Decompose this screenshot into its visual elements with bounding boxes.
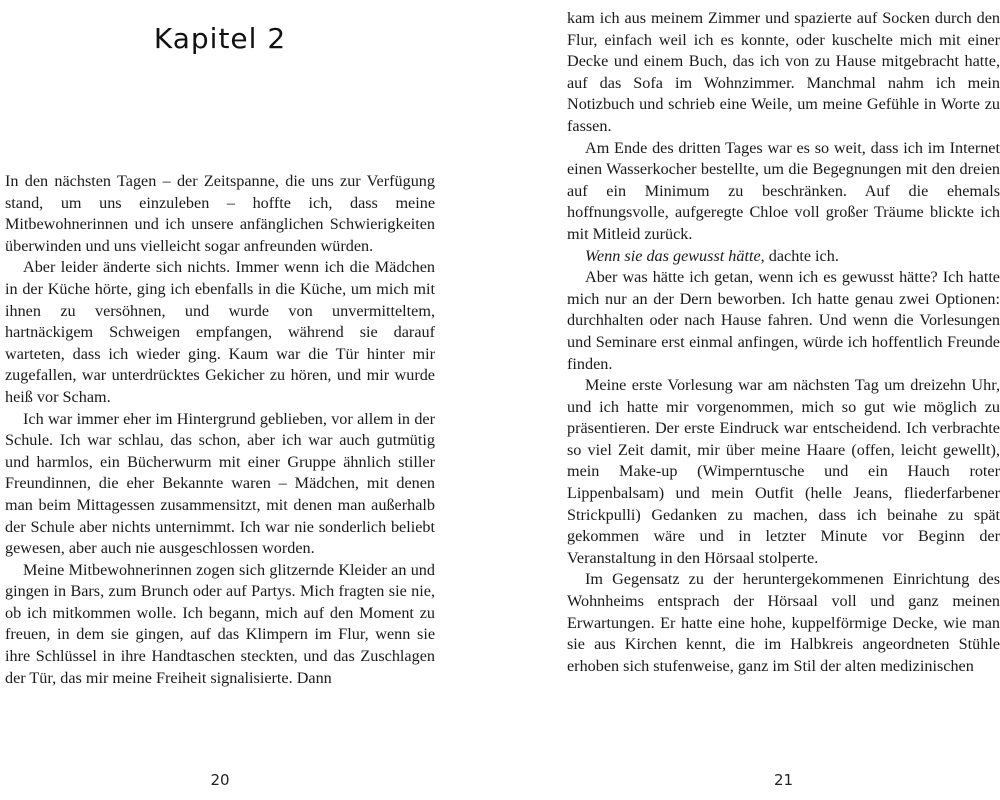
left-page-body [5,171,435,689]
paragraph: Im Gegensatz zu der heruntergekommenen Einrichtung des Wohnheims entsprach der Hörsaal voll und ganz meinen Erwartungen. Er hatte eine hohe, kuppelförmige Decke, wie man sie aus Kirchen kennt, die im Halbkreis angeordneten Stühle erhoben sich stufenweise, ganz im Stil der alten medizinischen [567,570,1000,675]
paragraph: Am Ende des dritten Tages war es so weit, dass ich im Internet einen Wasserkocher bestellte, um die Begegnungen mit den dreien auf ein Minimum zu beschränken. Auf die ehemals hoffnungsvolle, aufgeregte Chloe voll großer Träume blickte ich mit Mitleid zurück. [567,138,1000,243]
right-page-body [567,8,1000,677]
italic-thought-suffix: , dachte ich. [760,246,839,265]
paragraph-italic-thought [567,246,1000,268]
paragraph: Aber leider änderte sich nichts. Immer wenn ich die Mädchen in der Küche hörte, ging ich ebenfalls in die Küche, um mich mit ihnen zu versöhnen, und wurde von unvermitteltem, hartnäckigem Schweigen empfangen, während sie darauf warteten, dass ich wieder ging. Kaum war die Tür hinter mir zugefallen, war unterdrücktes Gekicher zu hören, und mir wurde heiß vor Scham. [5,258,435,406]
right-page [567,0,1000,800]
left-page [5,0,435,800]
page-number-right: 21 [773,771,794,789]
paragraph-continuation: kam ich aus meinem Zimmer und spazierte auf Socken durch den Flur, einfach weil ich es konnte, oder kuschelte mich mit einer Decke und einem Buch, das ich von zu Hause mitgebracht hatte, auf das Sofa im Wohnzimmer. Manchmal nahm ich mein Notizbuch und schrieb eine Weile, um meine Gefühle in Worte zu fassen. [567,9,1000,135]
paragraph: Meine Mitbewohnerinnen zogen sich glitzernde Kleider an und gingen in Bars, zum Brunch oder auf Partys. Mich fragten sie nie, ob ich mitkommen wolle. Ich begann, mich auf den Moment zu freuen, in dem sie gingen, auf das Klimpern im Flur, wenn sie ihre Schlüssel in ihre Handtaschen steckten, und das Zuschlagen der Tür, das mir meine Freiheit signalisierte. Dann [5,560,435,687]
paragraph: Aber was hätte ich getan, wenn ich es gewusst hätte? Ich hatte mich nur an der Dern beworben. Ich hatte genau zwei Optionen: durchhalten oder nach Hause fahren. Und wenn die Vorlesungen und Seminare erst einmal anfingen, würde ich hoffentlich Freunde finden. [567,268,1000,373]
paragraph: Meine erste Vorlesung war am nächsten Tag um dreizehn Uhr, und ich hatte mir vorgenommen, mich so gut wie möglich zu präsentieren. Der erste Eindruck war entscheidend. Ich verbrachte so viel Zeit damit, mir über meine Haare (offen, leicht gewellt), mein Make-up (Wimperntusche und ein Hauch roter Lippenbalsam) und mein Outfit (helle Jeans, fliederfarbener Strickpulli) Gedanken zu machen, dass ich beinahe zu spät gekommen wäre und in letzter Minute vor Beginn der Veranstaltung in den Hörsaal stolperte. [567,376,1000,567]
paragraph: Ich war immer eher im Hintergrund geblieben, vor allem in der Schule. Ich war schlau, das schon, aber ich war auch gutmütig und harmlos, ein Bücherwurm mit einer Gruppe ähnlich stiller Freundinnen, die eher Bekannte waren – Mädchen, mit denen man beim Mittagessen zusammensitzt, mit denen man außerhalb der Schule aber nichts unternimmt. Ich war nie sonderlich beliebt gewesen, aber auch nie ausgeschlossen worden. [5,409,435,558]
italic-thought: Wenn sie das gewusst hätte [585,246,761,265]
chapter-title: Kapitel 2 [153,22,287,55]
page-number-left: 20 [210,771,230,789]
paragraph: In den nächsten Tagen – der Zeitspanne, die uns zur Verfügung stand, um uns einzuleben – hoffte ich, dass meine Mitbewohnerinnen und ich unsere anfänglichen Schwierigkeiten überwinden und uns vielleicht sogar anfreunden würden. [5,172,435,255]
